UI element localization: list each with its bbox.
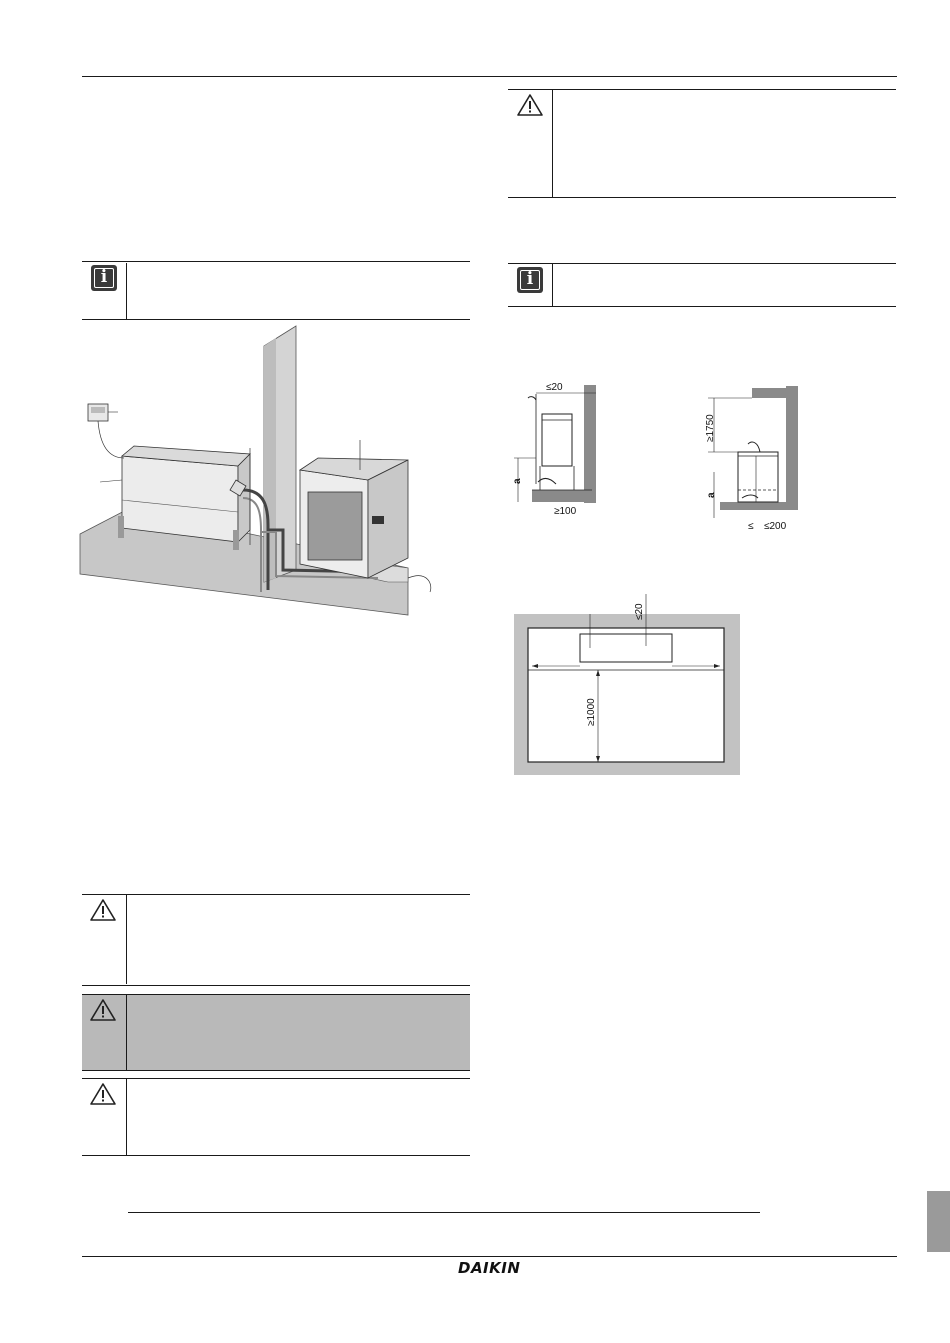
right-info-divider: [552, 264, 553, 307]
caution-panel-divider: [126, 995, 127, 1070]
installation-illustration: [78, 320, 470, 620]
warning-icon: [516, 93, 544, 117]
caution-panel-bottom-rule: [82, 1070, 470, 1071]
dim-height-a: a: [512, 478, 523, 484]
chapter-tab: [927, 1191, 950, 1252]
brand-logo: DAIKIN: [458, 1259, 521, 1277]
right-warning-bottom-rule: [508, 197, 896, 198]
side-view-clearance-diagram-left: [506, 380, 606, 530]
right-info-top-rule: [508, 263, 896, 264]
info-note-divider: [126, 263, 127, 320]
outdoor-unit: [300, 458, 408, 578]
warning-3-top-rule: [82, 1078, 470, 1079]
header-rule: [82, 76, 897, 77]
dim-top-gap: ≤20: [546, 382, 563, 393]
info-icon: i: [517, 267, 543, 293]
right-warning-divider: [552, 90, 553, 197]
right-warning-top-rule: [508, 89, 896, 90]
warning-1-divider: [126, 895, 127, 984]
side-view-clearance-diagram-right: [700, 382, 810, 532]
warning-1-top-rule: [82, 894, 470, 895]
caution-grey-panel: [82, 994, 470, 1070]
dim-top-clearance: ≥1750: [705, 414, 716, 442]
footer-rule: [82, 1256, 897, 1257]
dim-bottom-le: ≤: [748, 521, 754, 532]
dim-top-gap: ≤20: [634, 603, 645, 620]
warning-icon: [89, 898, 117, 922]
dim-bottom-limit: ≤200: [764, 521, 787, 532]
remote-controller: [88, 404, 124, 458]
warning-1-bottom-rule: [82, 985, 470, 986]
info-note-top-rule: [82, 261, 470, 262]
right-info-bottom-rule: [508, 306, 896, 307]
dim-bottom-clearance: ≥100: [554, 506, 577, 517]
caution-panel-top-rule: [82, 994, 470, 995]
warning-icon: [89, 1082, 117, 1106]
warning-icon: [89, 998, 117, 1022]
dim-front-clearance: ≥1000: [586, 698, 597, 726]
warning-3-divider: [126, 1079, 127, 1155]
top-view-clearance-diagram: [514, 594, 742, 776]
info-icon: i: [91, 265, 117, 291]
warning-3-bottom-rule: [82, 1155, 470, 1156]
dim-height-a: a: [706, 492, 717, 498]
footnote-rule: [128, 1212, 760, 1213]
